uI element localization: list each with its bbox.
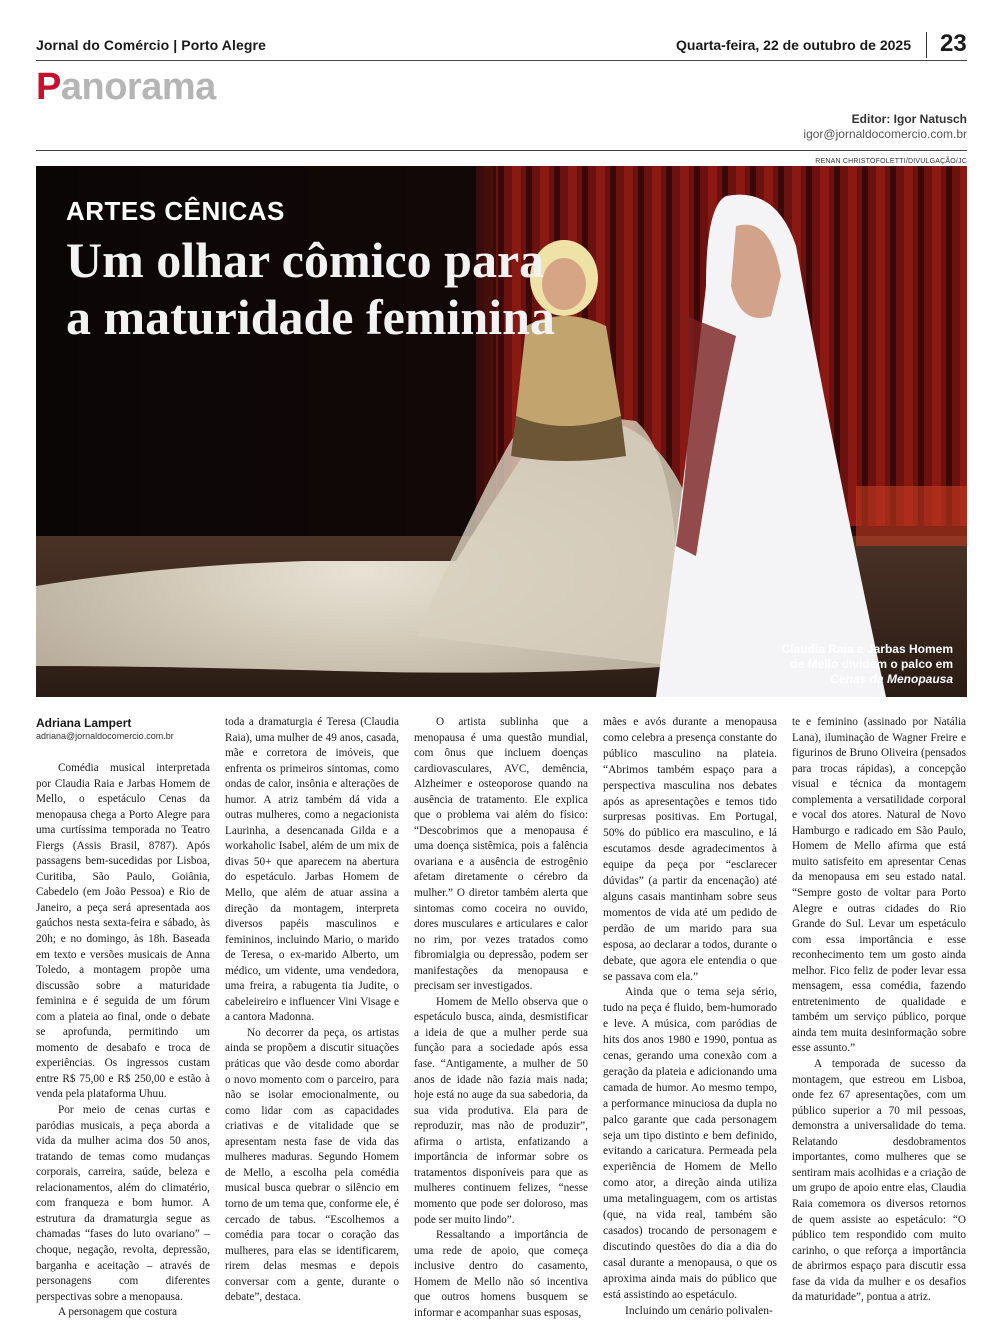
paragraph: Ainda que o tema seja sério, tudo na peça é fluido, bem-humorado e leve. A música, com paródias de hits dos anos 1980 e 1990, pontua as cenas, gerando uma conexão com a geração da plateia e adicionando uma camada de humor. Ao mesmo tempo, a performance minuciosa da dupla no palco garante que cada personagem seja um tipo distinto e bem definido, evitando a caricatura. Permeada pela experiência de Homem de Mello como ator, a direção ainda utiliza uma metalinguagem, com os artistas (que, na vida real, também são casados) trocando de personagem e discutindo questões do dia a dia do casal durante a menopausa, o que os aproxima ainda mais do público que está assistindo ao espetáculo. bbox=[603, 986, 777, 1301]
paragraph: Ressaltando a importância de uma rede de apoio, que começa inclusive dentro do casamento, Homem de Mello não só incentiva que outros homens busquem se informar e acompanhar suas esposas, bbox=[414, 1229, 588, 1319]
caption-line-2: de Mello dividem o palco em bbox=[790, 657, 953, 671]
header-divider bbox=[926, 32, 927, 58]
paragraph: te e feminino (assinado por Natália Lana), iluminação de Wagner Freire e figurinos de Bruno Oliveira (pensados para trocas rápidas), a concepção visual e técnica da montagem complementa a versatilidade corporal e vocal dos atores. Natural de Novo Hamburgo e radicado em São Paulo, Homem de Mello afirma que está muito satisfeito em apresentar Cenas da menopausa em seu estado natal. “Sempre gosto de voltar para Porto Alegre e outras cidades do Rio Grande do Sul. Levar um espetáculo com essa importância e esse reconhecimento tem um gosto ainda melhor. Fico feliz de poder levar essa mensagem, essa comédia, fazendo entretenimento de qualidade e também um serviço público, porque ainda tem muita desinformação sobre esse assunto.” bbox=[792, 716, 966, 1055]
paragraph: mães e avós durante a menopausa como celebra a presença constante do público masculino na plateia. “Abrimos também espaço para a perspectiva masculina nos debates após as apresentações e temos tido surpresas positivas. Em Portugal, 50% do público era masculino, e lá escutamos desde agradecimentos à equipe da peça por “esclarecer dúvidas” (a partir da encenação) até alguns casais mantinham sobre seus momentos de vida até um pedido de perdão de um marido para sua esposa, ao declarar a todos, durante o debate, que agora ele entendia o que se passava com ela.” bbox=[603, 716, 777, 983]
section-title-initial: P bbox=[36, 66, 61, 108]
paragraph: A personagem que costura bbox=[58, 1306, 178, 1319]
section-rule bbox=[36, 150, 967, 151]
paragraph: A temporada de sucesso da montagem, que estreou em Lisboa, onde fez 67 apresentações, com um público superior a 70 mil pessoas, demonstra a universalidade do tema. Relatando desdobramentos importantes, como mulheres que se sentiram mais acolhidas e a criação de um grupo de apoio entre elas, Claudia Raia comemora os diversos retornos de quem assiste ao espetáculo: “O público tem respondido com muito carinho, o que reforça a importância de abrirmos espaço para discutir essa fase da vida da mulher e os desafios da maturidade”, pontua a atriz. bbox=[792, 1058, 966, 1304]
caption-title: Cenas da Menopausa bbox=[830, 672, 953, 686]
paragraph: Incluindo um cenário polivalen- bbox=[625, 1304, 773, 1317]
issue-date: Quarta-feira, 22 de outubro de 2025 bbox=[676, 37, 911, 53]
author-email: adriana@jornaldocomercio.com.br bbox=[36, 731, 174, 741]
paragraph: No decorrer da peça, os artistas ainda se propõem a discutir situações práticas que vão desde como abordar o novo momento com o parceiro, para não se isolar emocionalmente, ou como lidar com as capacidades criativas e de vitalidade que se apresentam nesta fase de vida das mulheres maduras. Segundo Homem de Mello, a escolha pela comédia musical busca quebrar o silêncio em torno de um tema que, conforme ele, é cercado de tabus. “Escolhemos a comédia para tocar o coração das mulheres, para elas se identificarem, rirem delas mesmas e depois conversar com a gente, durante o debate”, destaca. bbox=[225, 1026, 399, 1304]
article-column-1 bbox=[36, 761, 210, 1321]
paragraph: Homem de Mello observa que o espetáculo busca, ainda, desmistificar a ideia de que a mulher perde sua função para a sociedade após essa fase. “Antigamente, a mulher de 50 anos de idade não fazia mais nada; hoje está no auge da sua sabedoria, da sua vida produtiva. Ela para de reproduzir, mas não de produzir”, afirma o artista, enfatizando a importância de informar sobre os tratamentos disponíveis para que as mulheres continuem felizes, “nesse momento que pode ser doloroso, mas pode ser muito lindo”. bbox=[414, 995, 588, 1226]
photo-credit: RENAN CHRISTOFOLETTI/DIVULGAÇÃO/JC bbox=[815, 158, 967, 165]
article-column-5 bbox=[792, 715, 966, 1306]
editor-email: igor@jornaldocomercio.com.br bbox=[803, 127, 967, 141]
section-title bbox=[36, 66, 216, 109]
editor-info bbox=[803, 112, 967, 142]
paragraph: Por meio de cenas curtas e paródias musicais, a peça aborda a vida da mulher acima dos 50 anos, tratando de temas como mudanças corporais, carreira, saúde, beleza e relacionamentos, além do climatério, com franqueza e bom humor. A estrutura da dramaturgia segue as chamadas “fases do luto ovariano” – choque, negação, revolta, depressão, barganha e aceitação – através de personagens com diferentes perspectivas sobre a menopausa. bbox=[36, 1104, 210, 1303]
page-number: 23 bbox=[940, 30, 967, 57]
publication-name: Jornal do Comércio | Porto Alegre bbox=[36, 37, 266, 53]
article-column-3 bbox=[414, 715, 588, 1321]
paragraph: toda a dramaturgia é Teresa (Claudia Raia), uma mulher de 49 anos, casada, mãe e corretora de imóveis, que enfrenta os primeiros sintomas, como ondas de calor, insônia e alterações de humor. A atriz também dá vida a outras mulheres, como a negacionista Laurinha, a desencanada Gilda e a workaholic Isabel, além de um mix de divas 50+ que aparecem na abertura do espetáculo. Jarbas Homem de Mello, que além de atuar assina a direção da montagem, interpreta diversos papéis masculinos e femininos, incluindo Mario, o marido de Teresa, o ex-marido Alberto, um médico, um vidente, uma vendedora, uma freira, a rabugenta tia Judite, o cabeleireiro e influencer Vini Visage e a cantora Madonna. bbox=[225, 716, 399, 1024]
editor-name: Editor: Igor Natusch bbox=[851, 112, 967, 126]
article-column-4 bbox=[603, 715, 777, 1319]
article-column-2 bbox=[225, 715, 399, 1306]
section-title-rest: anorama bbox=[60, 66, 216, 108]
caption-line-1: Claudia Raia e Jarbas Homem bbox=[781, 642, 953, 656]
header-rule bbox=[36, 60, 967, 61]
paragraph: O artista sublinha que a menopausa é uma questão mundial, com ônus que incluem doenças cardiovasculares, AVC, demência, Alzheimer e osteoporose quando na ausência de tratamento. Ele explica que o problema vai além do físico: “Descobrimos que a menopausa é uma doença sistêmica, pois a falência ovariana e a ausência de estrogênio afetam diretamente o cérebro da mulher.” O diretor também alerta que sintomas como coceira no ouvido, dores musculares e articulares e calor no rim, por vezes tratados como fibromialgia ou depressão, podem ser manifestações da menopausa e precisam ser investigados. bbox=[414, 716, 588, 993]
paragraph: Comédia musical interpretada por Claudia Raia e Jarbas Homem de Mello, o espetáculo Cenas da menopausa chega a Porto Alegre para uma curtíssima temporada no Teatro Fiergs (Assis Brasil, 8787). Após passagens bem-sucedidas por Lisboa, Curitiba, São Paulo, Goiânia, Cabedelo (em João Pessoa) e Rio de Janeiro, a peça será apresentada aos gaúchos nesta sexta-feira e sábado, às 20h; e no domingo, às 18h. Baseada em texto e versões musicais de Anna Toledo, a montagem propõe uma discussão sobre a maturidade feminina e é seguida de um fórum com a plateia ao final, onde o debate se aprofunda, permitindo um momento de desabafo e troca de experiências. Os ingressos custam entre R$ 75,00 e R$ 250,00 e estão à venda pela plataforma Uhuu. bbox=[36, 762, 210, 1101]
photo-caption bbox=[782, 642, 953, 687]
author-name: Adriana Lampert bbox=[36, 716, 132, 730]
hero-photo bbox=[36, 166, 967, 697]
article-kicker: ARTES CÊNICAS bbox=[66, 196, 285, 226]
article-headline: Um olhar cômico para a maturidade feminina bbox=[66, 232, 555, 345]
